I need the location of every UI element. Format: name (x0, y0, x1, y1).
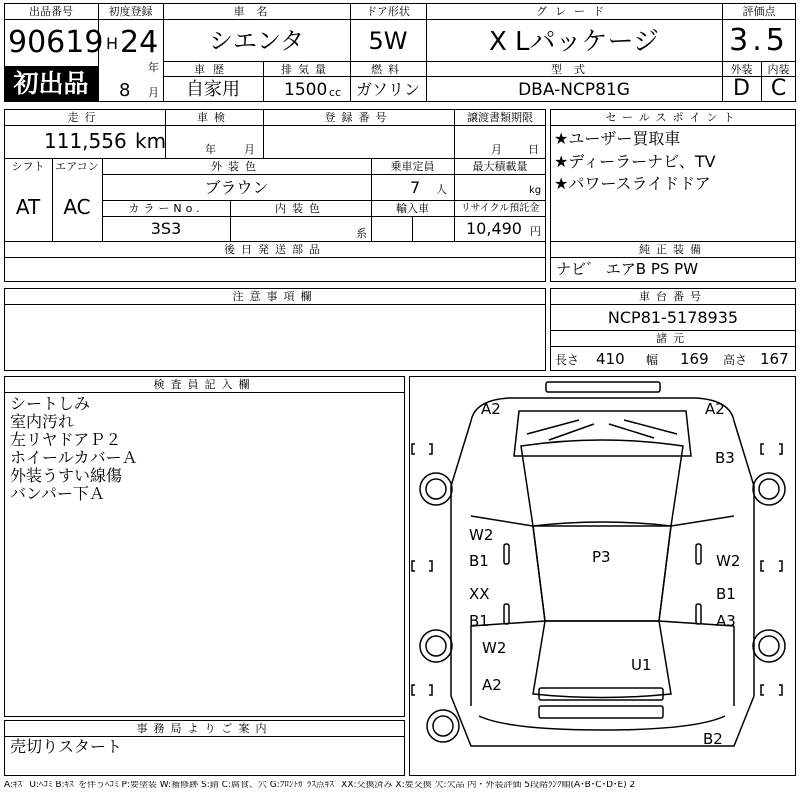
interior-grade: C (770, 76, 787, 101)
damage-mark: B1 (469, 552, 489, 570)
interior-label: 内装 (767, 63, 790, 76)
damage-mark: W2 (482, 639, 507, 657)
capacity: 7 (410, 178, 421, 197)
mileage-label: 走行 (67, 111, 102, 124)
color-number: 3S3 (150, 219, 182, 238)
displacement: 1500 (284, 80, 328, 100)
inspector-note: ホイールカバーＡ (10, 448, 138, 467)
dimensions-label: 諸元 (656, 332, 690, 345)
aircon: AC (63, 195, 91, 219)
first-registration-label: 初度登録 (108, 5, 153, 18)
car-diagram (409, 376, 796, 776)
inspection-year-unit: 年 (205, 143, 216, 156)
registration-year: 24 (120, 25, 159, 60)
damage-mark: B1 (469, 612, 489, 630)
damage-mark: XX (469, 585, 490, 603)
length-value: 410 (596, 350, 625, 368)
chassis-number: NCP81-5178935 (607, 308, 739, 327)
inspector-note: 外装うすい線傷 (10, 466, 123, 485)
damage-mark: B2 (703, 730, 723, 748)
damage-mark: B1 (716, 585, 736, 603)
equipment-label: 純正装備 (639, 243, 707, 256)
lot-number: 90619 (8, 25, 104, 60)
registration-number-label: 登録番号 (324, 111, 393, 124)
shift: AT (15, 195, 41, 219)
color-number-label: カラーNo. (128, 202, 204, 215)
registration-year-unit: 年 (148, 61, 159, 74)
sales-points-label: セールスポイント (605, 111, 741, 124)
shift-label: シフト (11, 160, 45, 173)
max-load-unit: kg (529, 185, 542, 196)
exterior-label: 外装 (730, 63, 753, 76)
exterior-color: ブラウン (204, 178, 269, 197)
damage-mark: W2 (716, 552, 741, 570)
car-name: シエンタ (208, 27, 305, 55)
interior-color-label: 内装色 (275, 202, 326, 215)
inspector-notes-label: 検査員記入欄 (153, 378, 256, 391)
exterior-grade: D (733, 76, 750, 101)
car-name-label: 車名 (233, 5, 280, 18)
office-notice-label: 事務局よりご案内 (136, 722, 273, 735)
office-notice: 売切りスタート (10, 737, 123, 756)
damage-mark: P3 (592, 548, 611, 566)
damage-mark: A2 (481, 400, 501, 418)
model-label: 型式 (551, 63, 597, 76)
grade: X Lパッケージ (488, 27, 660, 57)
inspector-note: 左リヤドアＰ２ (10, 430, 122, 449)
score-label: 評価点 (742, 5, 776, 18)
width-label: 幅 (646, 353, 659, 367)
equipment-list: ナビ゛ エアB PS PW (556, 260, 699, 278)
inspector-note: シートしみ (10, 394, 91, 413)
capacity-label: 乗車定員 (390, 160, 435, 173)
width-value: 169 (680, 350, 709, 368)
car-history: 自家用 (186, 79, 240, 100)
legend: A:ｷｽﾞ U:ﾍｺﾐ B:ｷｽﾞを伴うﾍｺﾐ P:要塗装 W:補修跡 S:錆 C:腐食、穴 G:ﾌﾛﾝﾄｶﾞﾗｽ点ｷｽﾞ XX:交換済み X:要交換 欠:欠品 内・外装評価 5段階ﾗﾝｸ順(A･B･C･D･E) 2 (4, 781, 636, 790)
mileage: 111,556 (44, 129, 127, 153)
mileage-unit: km (135, 129, 167, 153)
model-code: DBA-NCP81G (518, 80, 630, 100)
inspection-month-unit: 月 (244, 143, 255, 156)
door-type-label: ドア形状 (366, 5, 410, 18)
recycle-fee: 10,490 (466, 219, 522, 238)
recycle-fee-label: リサイクル預託金 (460, 203, 540, 214)
displacement-unit: cc (329, 86, 342, 99)
displacement-label: 排気量 (281, 63, 332, 76)
inspection-label: 車検 (197, 111, 231, 124)
damage-mark: U1 (631, 656, 652, 674)
caution-label: 注意事項欄 (232, 290, 318, 303)
lot-number-label: 出品番号 (29, 5, 73, 18)
score: 3.5 (729, 23, 789, 58)
transfer-month-unit: 月 (491, 143, 502, 156)
inspector-note: 室内汚れ (10, 412, 75, 431)
damage-mark: A2 (482, 676, 502, 694)
chassis-number-label: 車台番号 (639, 290, 707, 303)
transfer-day-unit: 日 (528, 143, 539, 156)
interior-color-unit: 系 (356, 227, 367, 240)
door-type: 5W (368, 27, 408, 55)
registration-month-unit: 月 (148, 86, 159, 99)
deferred-parts-label: 後日発送部品 (224, 243, 326, 256)
registration-month: 8 (119, 80, 131, 101)
damage-mark: A3 (716, 612, 736, 630)
height-value: 167 (760, 350, 789, 368)
aircon-label: エアコン (55, 160, 99, 173)
history-label: 車歴 (194, 63, 232, 76)
fuel: ガソリン (355, 80, 420, 99)
recycle-fee-unit: 円 (530, 225, 541, 238)
fuel-label: 燃料 (371, 63, 405, 76)
length-label: 長さ (555, 353, 580, 367)
damage-mark: A2 (705, 400, 725, 418)
capacity-unit: 人 (436, 183, 447, 196)
first-listing-badge: 初出品 (4, 66, 98, 102)
inspector-note: バンパー下Ａ (10, 484, 105, 503)
sales-point: ★ユーザー買取車 (554, 129, 681, 148)
damage-mark: B3 (715, 449, 735, 467)
grade-label: グレード (536, 5, 612, 18)
sales-point: ★パワースライドドア (554, 174, 711, 193)
registration-era: H (106, 34, 119, 53)
transfer-deadline-label: 譲渡書類期限 (467, 111, 533, 124)
damage-mark: W2 (469, 526, 494, 544)
import-label: 輸入車 (396, 202, 429, 215)
sales-point: ★ディーラーナビ、TV (554, 152, 716, 171)
max-load-label: 最大積載量 (472, 160, 528, 173)
exterior-color-label: 外装色 (211, 160, 262, 173)
height-label: 高さ (723, 353, 748, 367)
